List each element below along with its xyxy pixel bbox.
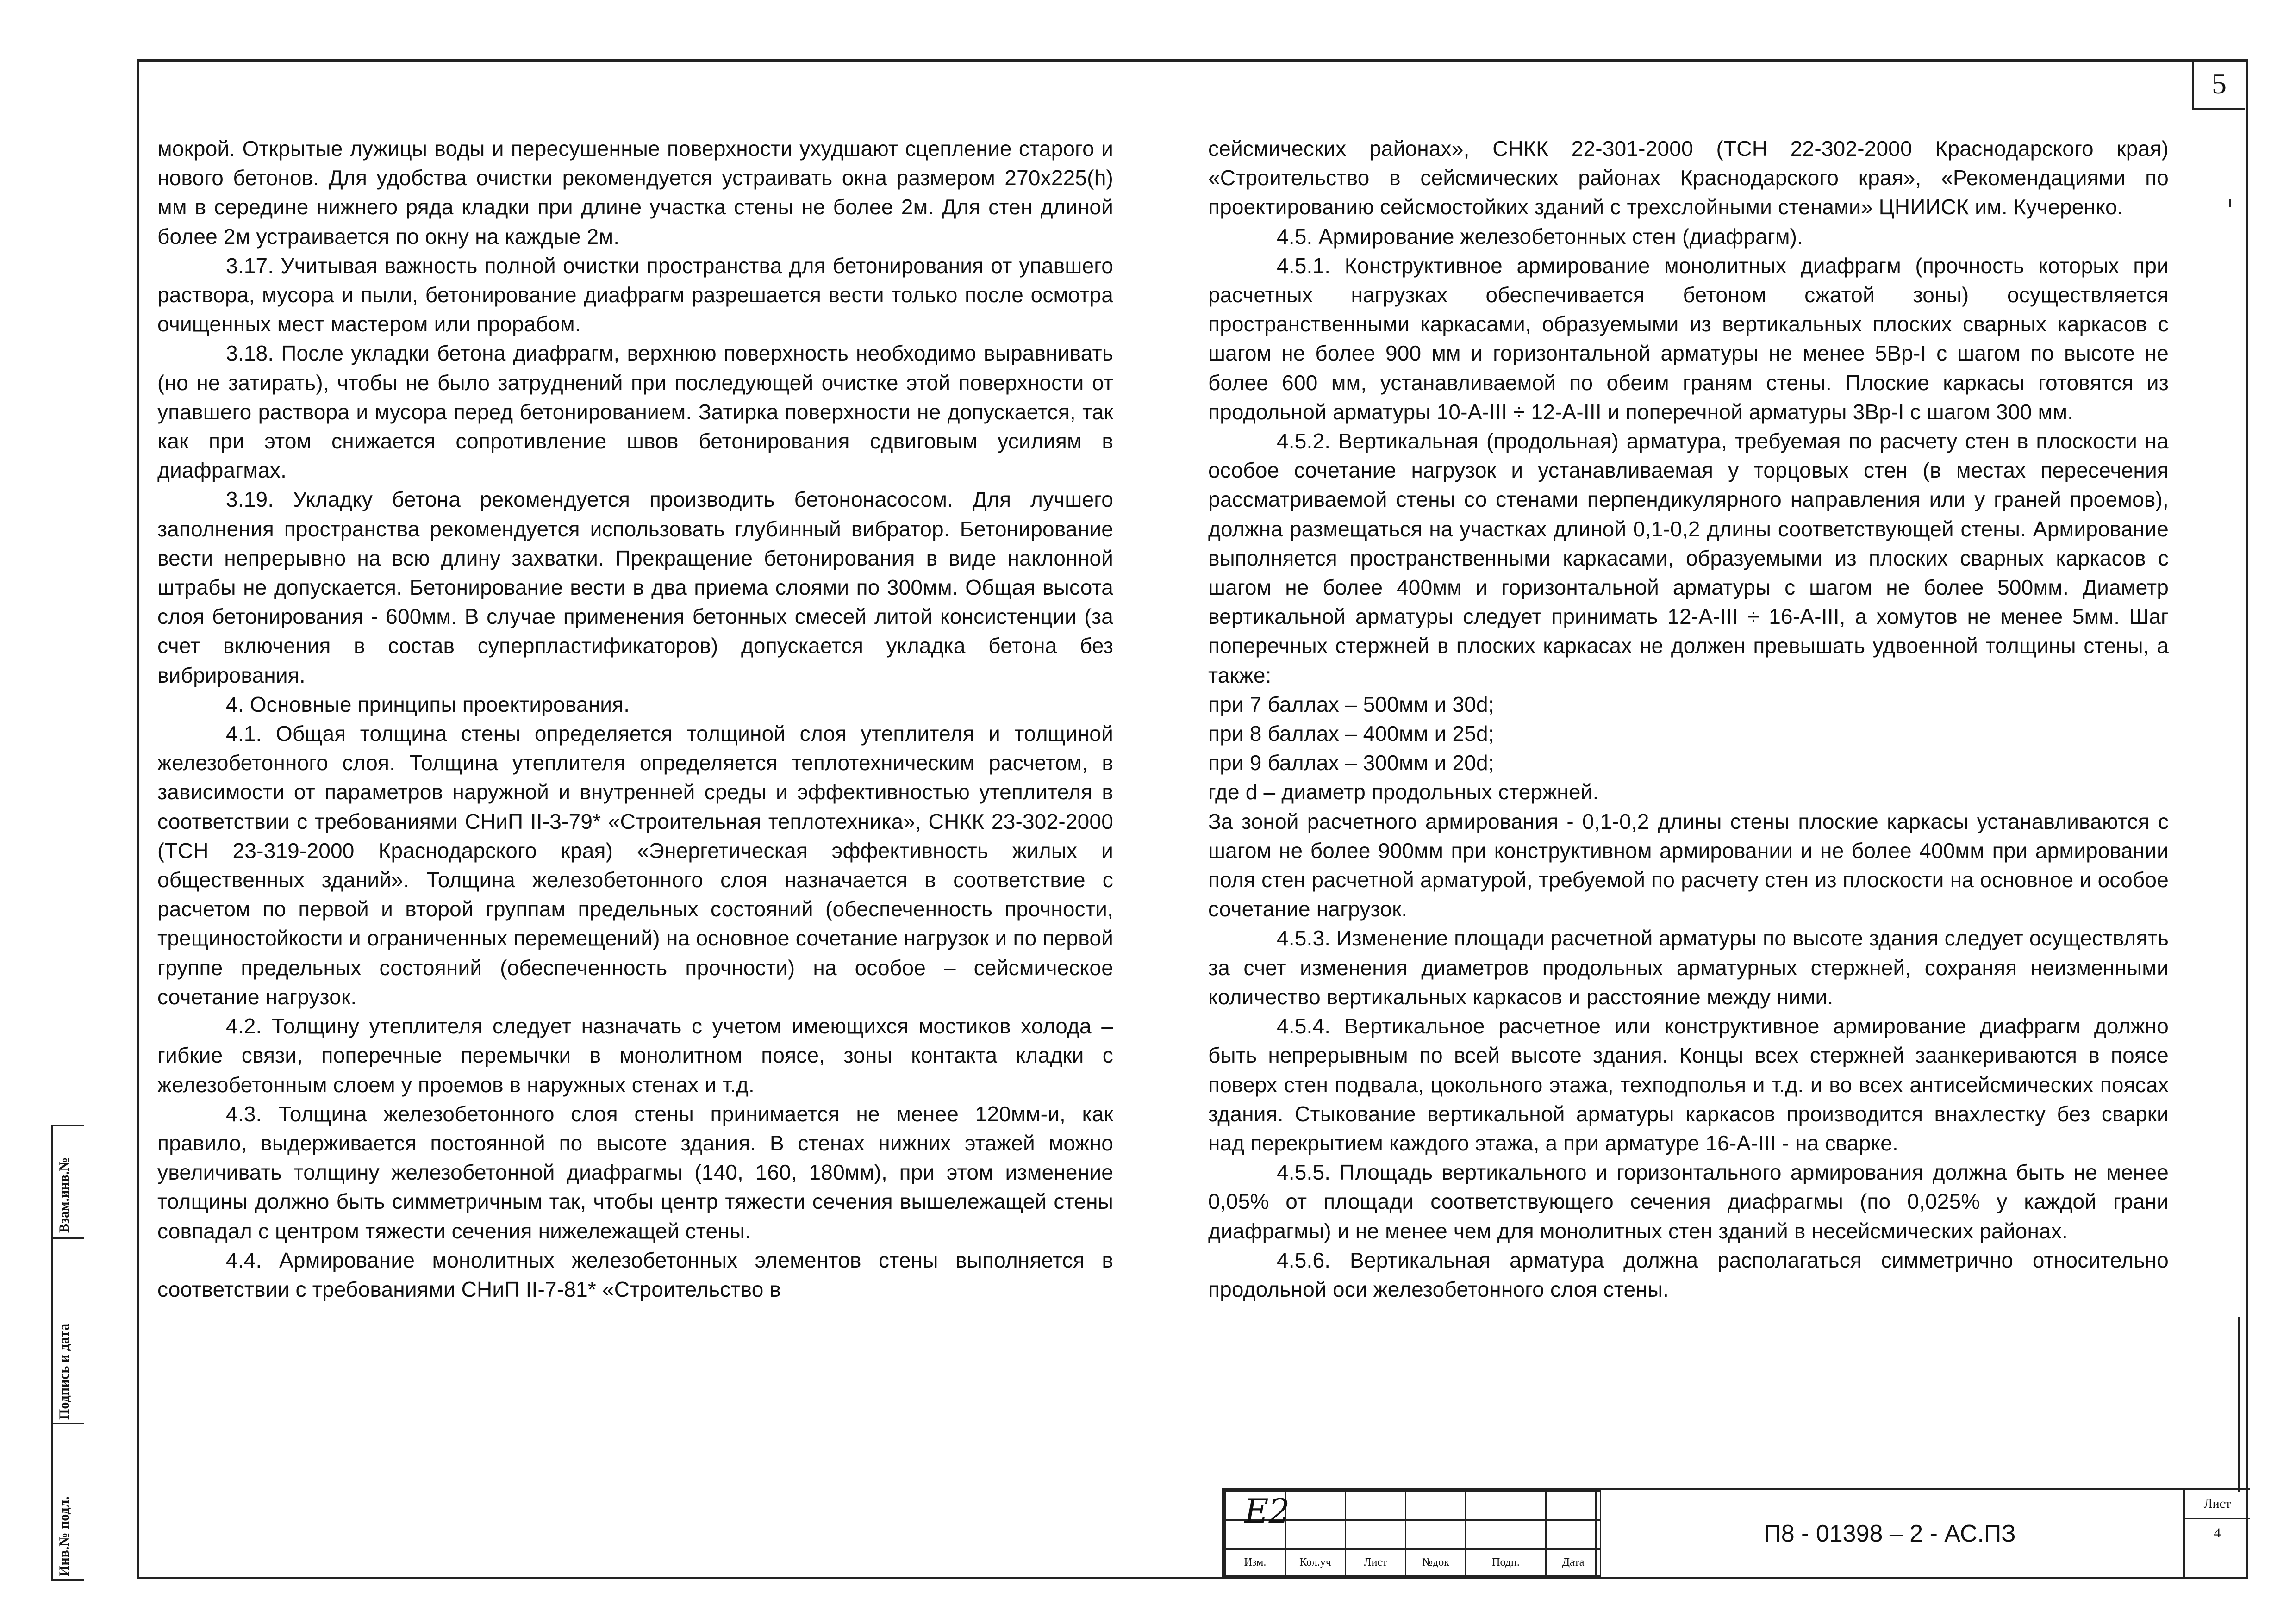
rev-cell <box>1225 1491 1290 1530</box>
paragraph: 4.5.2. Вертикальная (продольная) арматура, требуемая по расчету стен в плоскости на особое сочетание нагрузок и устанавливаемая у торцовых стен (в местах пересечения рассматриваемой стены со стенами перпендикулярного направления или у граней проемов), должна размещаться на участках длиной 0,1-0,2 длины соответствующей стены. Армирование выполняется пространственными каркасами, образуемыми из плоских сварных каркасов с шагом не более 400мм и горизонтальной арматуры с шагом не более 500мм. Диаметр вертикальной арматуры следует принимать 12-А-III ÷ 16-А-III, а хомутов не менее 5мм. Шаг поперечных стержней в плоских каркасах не должен превышать удвоенной толщины стены, а также: <box>1208 429 2169 687</box>
left-text-column <box>157 134 1113 1304</box>
paragraph: при 9 баллах – 300мм и 20d; <box>1208 751 1494 775</box>
strip-label-signature-date: Подпись и дата <box>56 1323 72 1420</box>
paragraph: где d – диаметр продольных стержней. <box>1208 780 1599 804</box>
paragraph: 4.5.6. Вертикальная арматура должна располагаться симметрично относительно продольной оси железобетонного слоя стены. <box>1208 1248 2169 1301</box>
edge-mark-lower <box>2238 1317 2240 1492</box>
strip-cell-original-inv <box>53 1423 84 1581</box>
paragraph: 4.5.5. Площадь вертикального и горизонтального армирования должна быть не менее 0,05% от площади соответствующего сечения диафрагмы (по 0,025% у каждой грани диафрагмы) и не менее чем для монолитных стен зданий в несейсмических районах. <box>1208 1160 2169 1243</box>
paragraph: 4.5. Армирование железобетонных стен (диафрагм). <box>1277 224 1803 249</box>
paragraph: при 7 баллах – 500мм и 30d; <box>1208 692 1494 716</box>
col-label-signature: Подп. <box>1466 1549 1546 1576</box>
col-label-date: Дата <box>1546 1549 1601 1576</box>
paragraph: 4.5.3. Изменение площади расчетной арматуры по высоте здания следует осуществлять за счет изменения диаметров продольных арматурных стержней, сохраняя неизменными количество вертикальных каркасов и расстояние между ними. <box>1208 926 2169 1009</box>
paragraph: 4.3. Толщина железобетонного слоя стены принимается не менее 120мм-и, как правило, выдерживается постоянной по высоте здания. В стенах нижних этажей можно увеличивать толщину железобетонной диафрагмы (140, 160, 180мм), при этом изменение толщины должно быть симметричным так, чтобы центр тяжести сечения вышележащей стены совпадал с центром тяжести сечения нижележащей стены. <box>157 1101 1113 1243</box>
rev-cell <box>1546 1491 1601 1520</box>
paragraph: сейсмических районах», СНКК 22-301-2000 (ТСН 22-302-2000 Краснодарского края) «Строительство в сейсмических районах Краснодарского края», «Рекомендациями по проектированию сейсмостойких зданий с трехслойными стенами» ЦНИИСК им. Кучеренко. <box>1208 137 2169 219</box>
rev-cell <box>1346 1520 1406 1549</box>
paragraph: 4. Основные принципы проектирования. <box>226 692 630 716</box>
strip-cell-replaced-inv <box>53 1126 84 1237</box>
edge-mark <box>2229 199 2231 207</box>
rev-cell <box>1466 1520 1546 1549</box>
paragraph: 4.4. Армирование монолитных железобетонных элементов стены выполняется в соответствии с требованиями СНиП II-7-81* «Строительство в <box>157 1248 1113 1301</box>
page-frame-top <box>137 59 2247 62</box>
document-code: П8 - 01398 – 2 - АС.ПЗ <box>1595 1490 2185 1577</box>
handwritten-mark: Е2 <box>1244 1492 1290 1530</box>
revision-table <box>1224 1490 1601 1577</box>
paragraph: 3.17. Учитывая важность полной очистки пространства для бетонирования от упавшего раствора, мусора и пыли, бетонирование диафрагм разрешается вести только после осмотра очищенных мест мастером или прорабом. <box>157 253 1113 336</box>
strip-label-replaced-inv: Взам.инв.№ <box>56 1157 72 1233</box>
col-label-doc-no: №док <box>1406 1549 1466 1576</box>
rev-cell <box>1285 1491 1346 1520</box>
paragraph: 4.2. Толщину утеплителя следует назначать с учетом имеющихся мостиков холода – гибкие связи, поперечные перемычки в монолитном поясе, зоны контакта кладки с железобетонным слоем у проемов в наружных стенах и т.д. <box>157 1014 1113 1097</box>
paragraph: 3.18. После укладки бетона диафрагм, верхнюю поверхность необходимо выравнивать (но не затирать), чтобы не было затруднений при последующей очистке этой поверхности от упавшего раствора и мусора перед бетонированием. Затирка поверхности не допускается, так как при этом снижается сопротивление швов бетонирования сдвиговым усилиям в диафрагмах. <box>157 341 1113 483</box>
strip-cell-signature-date <box>53 1237 84 1424</box>
rev-cell <box>1466 1491 1546 1520</box>
col-label-change: Изм. <box>1225 1549 1285 1576</box>
sheet-number: 4 <box>2214 1525 2221 1541</box>
margin-strip <box>51 1125 84 1581</box>
rev-cell <box>1406 1491 1466 1520</box>
paragraph: мокрой. Открытые лужицы воды и пересушенные поверхности ухудшают сцепление старого и нового бетонов. Для удобства очистки рекомендуется устраивать окна размером 270х225(h) мм в середине нижнего ряда кладки при длине участка стены не более 2м. Для стен длиной более 2м устраивается по окну на каждые 2м. <box>157 137 1113 249</box>
paragraph: 4.5.1. Конструктивное армирование монолитных диафрагм (прочность которых при расчетных нагрузках обеспечивается бетоном сжатой зоны) осуществляется пространственными каркасами, образуемыми из вертикальных плоских сварных каркасов с шагом не более 900 мм и горизонтальной арматуры не менее 5Вр-I с шагом по высоте не более 600 мм, устанавливаемой по обеим граням стены. Плоские каркасы готовятся из продольной арматуры 10-А-III ÷ 12-А-III и поперечной арматуры 3Вр-I с шагом 300 мм. <box>1208 253 2169 424</box>
paragraph: 3.19. Укладку бетона рекомендуется производить бетононасосом. Для лучшего заполнения пространства рекомендуется использовать глубинный вибратор. Бетонирование вести непрерывно на всю длину захватки. Прекращение бетонирования в виде наклонной штрабы не допускается. Бетонирование вести в два приема слоями по 300мм. Общая высота слоя бетонирования - 600мм. В случае применения бетонных смесей литой консистенции (за счет включения в состав суперпластификаторов) допускается укладка бетона без вибрирования. <box>157 487 1113 687</box>
col-label-count: Кол.уч <box>1285 1549 1346 1576</box>
right-text-column <box>1208 134 2169 1304</box>
sheet-label: Лист <box>2185 1490 2250 1519</box>
title-block <box>1222 1488 2250 1579</box>
paragraph: при 8 баллах – 400мм и 25d; <box>1208 721 1494 746</box>
page-frame-right <box>2246 59 2248 1579</box>
strip-label-original-inv: Инв.№ подл. <box>56 1496 72 1576</box>
paragraph: За зоной расчетного армирования - 0,1-0,2 длины стены плоские каркасы устанавливаются с шагом не более 900мм при конструктивном армировании и не более 400мм при армировании поля стен расчетной арматурой, требуемой по расчету стен из плоскости на основное и особое сочетание нагрузок. <box>1208 809 2169 921</box>
paragraph: 4.1. Общая толщина стены определяется толщиной слоя утеплителя и толщиной железобетонного слоя. Толщина утеплителя определяется теплотехническим расчетом, в зависимости от параметров наружной и внутренней среды и эффективностью утеплителя в соответствии с требованиями СНиП II-3-79* «Строительная теплотехника», СНКК 23-302-2000 (ТСН 23-319-2000 Краснодарского края) «Энергетическая эффективность жилых и общественных зданий». Толщина железобетонного слоя назначается в соответствие с расчетом по первой и второй группам предельных состояний (обеспеченность прочности, трещиностойкости и ограниченных перемещений) на основное сочетание нагрузок и по первой группе предельных состояний (обеспеченность прочности) на особое – сейсмическое сочетание нагрузок. <box>157 721 1113 1009</box>
paragraph: 4.5.4. Вертикальное расчетное или конструктивное армирование диафрагм должно быть непрерывным по всей высоте здания. Концы всех стержней заанкериваются в поясе поверх стен подвала, цокольного этажа, техподполья и т.д. и во всех антисейсмических поясах здания. Стыкование вертикальной арматуры каркасов производится внахлестку без сварки над перекрытием каждого этажа, а при арматуре 16-А-III - на сварке. <box>1208 1014 2169 1155</box>
page-frame-left <box>137 59 139 1579</box>
page-number: 5 <box>2192 59 2245 110</box>
rev-cell <box>1285 1520 1346 1549</box>
col-label-sheet: Лист <box>1346 1549 1406 1576</box>
rev-cell <box>1406 1520 1466 1549</box>
rev-cell <box>1346 1491 1406 1520</box>
rev-cell <box>1546 1520 1601 1549</box>
